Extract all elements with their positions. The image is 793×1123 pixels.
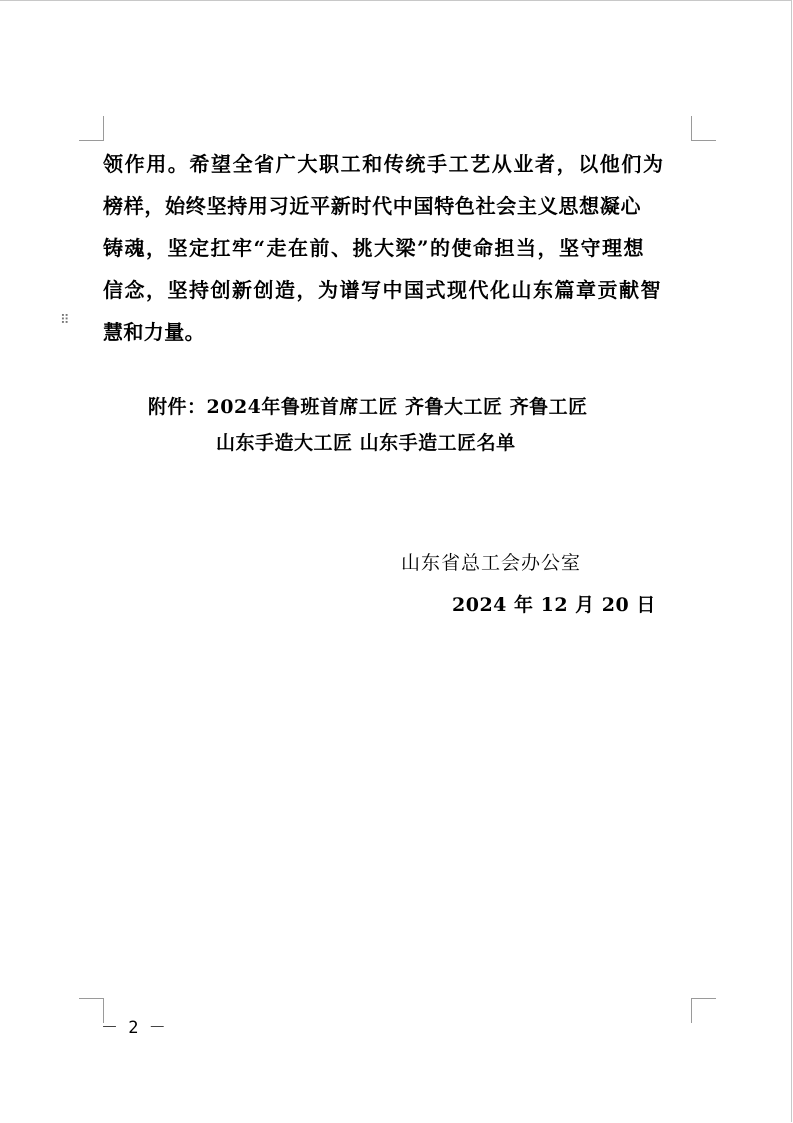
page-number: － 2 － bbox=[101, 1018, 166, 1038]
attachment-line-1: 附件：2024年鲁班首席工匠 齐鲁大工匠 齐鲁工匠 bbox=[148, 396, 588, 418]
body-line: 铸魂，坚定扛牢“走在前、挑大梁”的使命担当，坚守理想 bbox=[103, 236, 646, 260]
body-line: 信念，坚持创新创造，为谱写中国式现代化山东篇章贡献智 bbox=[103, 278, 662, 302]
body-line: 慧和力量。 bbox=[103, 320, 205, 344]
body-paragraph bbox=[103, 145, 703, 355]
body-line: 榜样，始终坚持用习近平新时代中国特色社会主义思想凝心 bbox=[103, 194, 642, 218]
crop-mark-bottom-right bbox=[691, 998, 716, 1023]
signature-date: 2024 年 12 月 20 日 bbox=[452, 594, 656, 616]
crop-mark-top-left bbox=[79, 116, 104, 141]
signature-organization: 山东省总工会办公室 bbox=[401, 552, 582, 574]
attachment-line-2: 山东手造大工匠 山东手造工匠名单 bbox=[216, 432, 516, 454]
crop-mark-top-right bbox=[691, 116, 716, 141]
paragraph-drag-handle-icon[interactable]: ⠿ bbox=[60, 313, 69, 328]
body-line: 领作用。希望全省广大职工和传统手工艺从业者，以他们为 bbox=[103, 152, 665, 176]
